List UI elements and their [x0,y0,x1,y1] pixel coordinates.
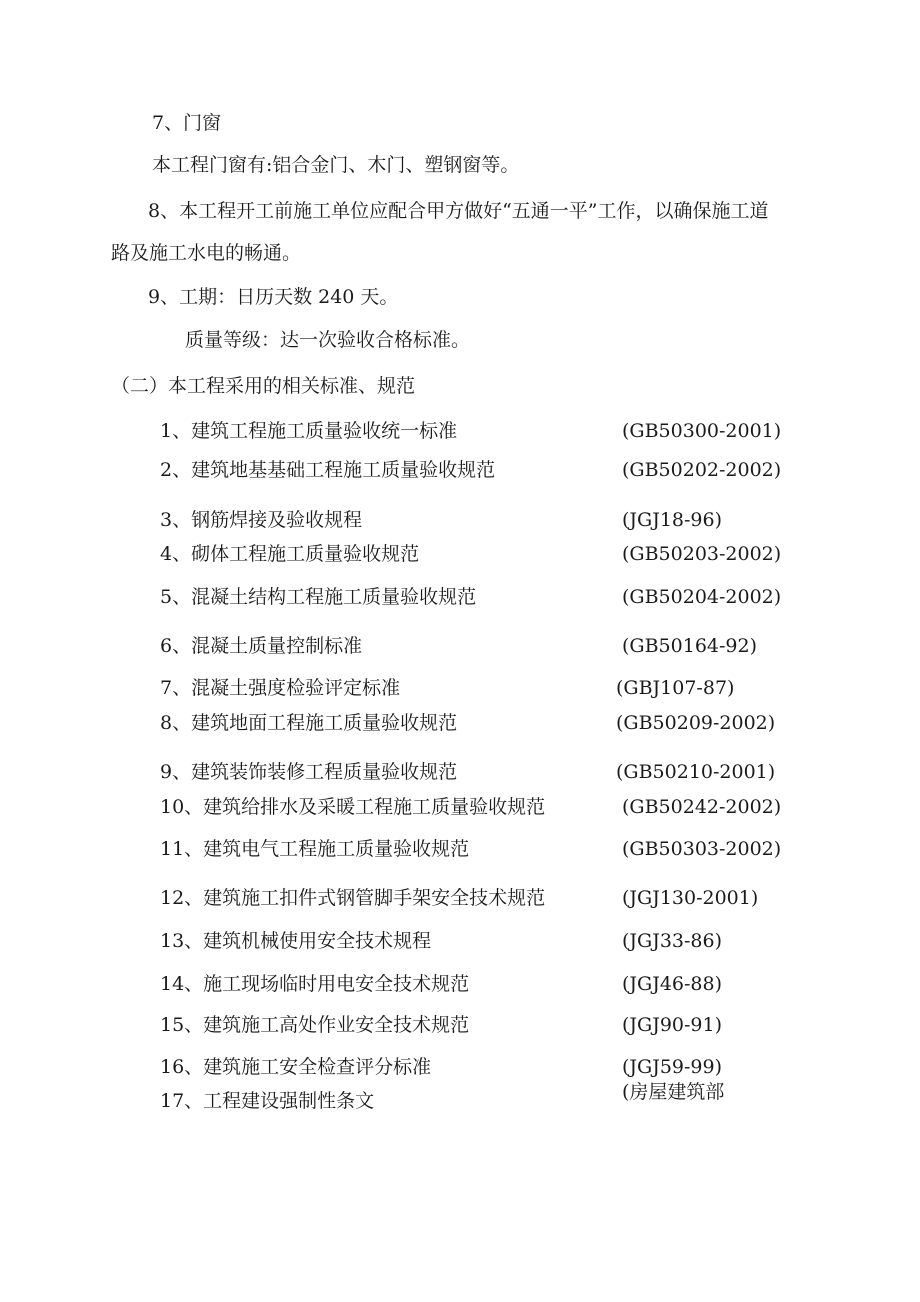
standard-item-name: 14、施工现场临时用电安全技术规范 [160,973,470,995]
standard-item-name: 7、混凝土强度检验评定标准 [160,677,401,699]
standard-item-code: (JGJ18-96) [622,509,723,531]
paragraph-schedule: 9、工期：日历天数 240 天。 [148,286,399,308]
standard-item-name: 10、建筑给排水及采暖工程施工质量验收规范 [160,796,546,818]
standard-item-name: 4、砌体工程施工质量验收规范 [160,543,420,565]
standard-item-name: 3、钢筋焊接及验收规程 [160,509,363,531]
heading-doors-windows: 7、门窗 [152,112,222,134]
standard-item-name: 16、建筑施工安全检查评分标准 [160,1056,432,1078]
standard-item-code: (JGJ33-86) [622,930,723,952]
standard-item-code: (GB50242-2002) [622,796,782,818]
standard-item-name: 1、建筑工程施工质量验收统一标准 [160,420,458,442]
standard-item-name: 5、混凝土结构工程施工质量验收规范 [160,586,477,608]
standard-item-code: (GB50164-92) [622,635,758,657]
standard-item-name: 8、建筑地面工程施工质量验收规范 [160,712,458,734]
standard-item-name: 2、建筑地基基础工程施工质量验收规范 [160,459,496,481]
standard-item-code: (JGJ90-91) [622,1014,723,1036]
standard-item-code: (JGJ59-99) [622,1056,723,1078]
standard-item-name: 15、建筑施工高处作业安全技术规范 [160,1014,470,1036]
standard-item-code: (GB50210-2001) [616,761,776,783]
paragraph-doors-windows: 本工程门窗有:铝合金门、木门、塑钢窗等。 [152,154,520,176]
standard-item-code: (GB50204-2002) [622,586,782,608]
standard-item-name: 17、工程建设强制性条文 [160,1090,375,1112]
standard-item-code: (JGJ130-2001) [622,887,759,909]
section-title-standards: （二）本工程采用的相关标准、规范 [111,375,416,397]
standard-item-code: (GB50303-2002) [622,838,782,860]
standard-item-code: (GB50202-2002) [622,459,782,481]
standard-item-code: (GB50300-2001) [622,420,782,442]
standard-item-name: 11、建筑电气工程施工质量验收规范 [160,838,470,860]
standard-item-code: (GB50209-2002) [616,712,776,734]
standard-item-code: (GB50203-2002) [622,543,782,565]
standard-item-name: 9、建筑装饰装修工程质量验收规范 [160,761,458,783]
paragraph-preparation-line2: 路及施工水电的畅通。 [111,242,302,264]
paragraph-quality-grade: 质量等级：达一次验收合格标准。 [185,329,471,351]
standard-item-name: 6、混凝土质量控制标准 [160,635,363,657]
paragraph-preparation-line1: 8、本工程开工前施工单位应配合甲方做好“五通一平”工作，以确保施工道 [148,200,769,222]
standard-item-name: 12、建筑施工扣件式钢管脚手架安全技术规范 [160,887,546,909]
standard-item-code: (GBJ107-87) [616,677,735,699]
standard-item-code: (房屋建筑部 [622,1081,725,1102]
standard-item-code: (JGJ46-88) [622,973,723,995]
standard-item-name: 13、建筑机械使用安全技术规程 [160,930,432,952]
